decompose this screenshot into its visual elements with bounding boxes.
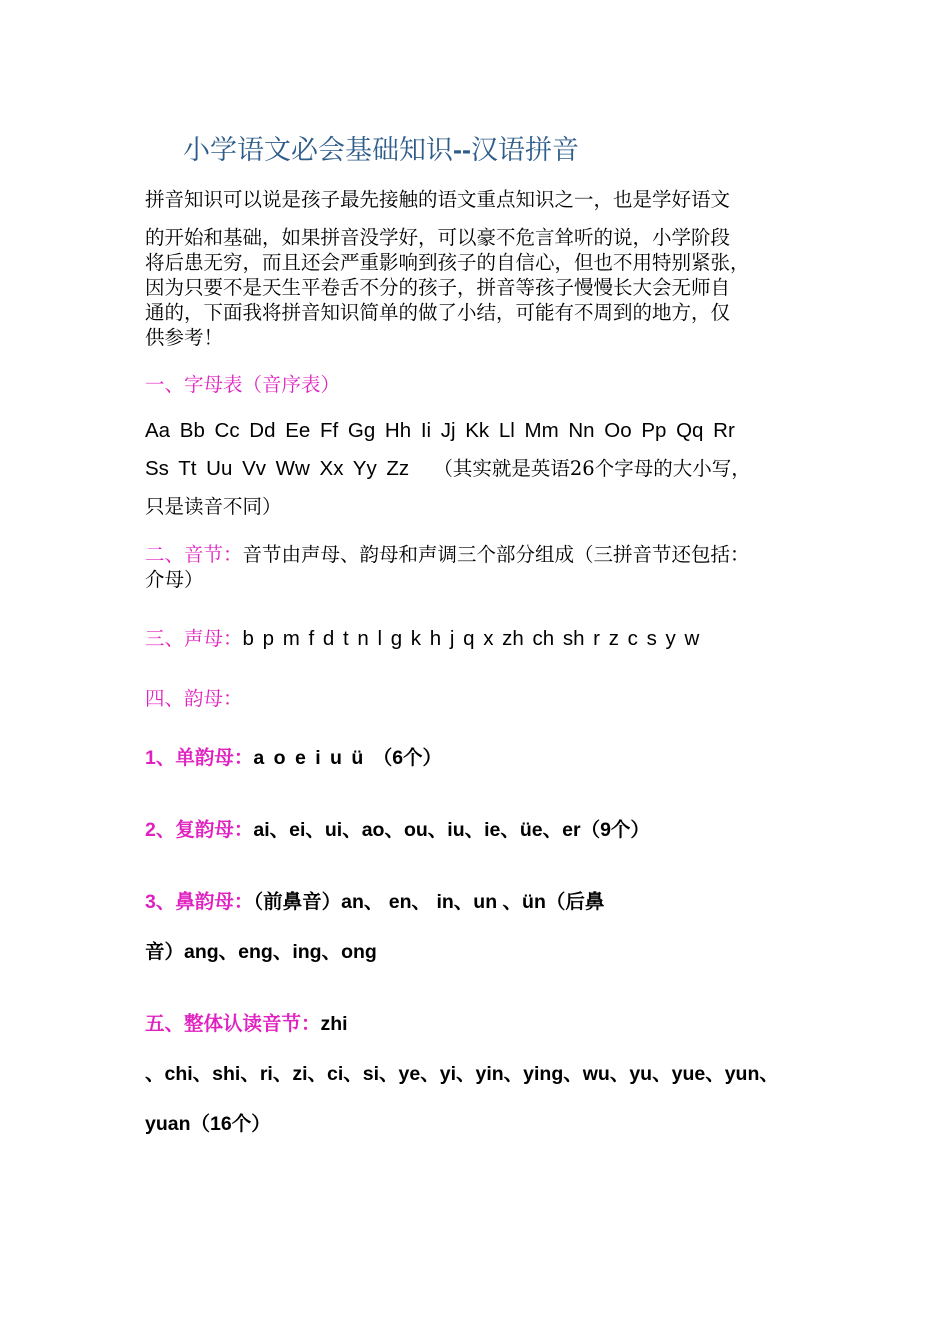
section-2-line-2: 介母） [145, 568, 204, 591]
section-5-line-3: yuan（16个） [145, 1113, 271, 1135]
intro-line-2: 的开始和基础，如果拼音没学好，可以豪不危言耸听的说，小学阶段 [145, 226, 731, 249]
alphabet-note: （其实就是英语26个字母的大小写， [433, 457, 751, 480]
intro-line-1: 拼音知识可以说是孩子最先接触的语文重点知识之一，也是学好语文 [145, 188, 731, 211]
item-1-line [145, 745, 442, 771]
item-2-label: 2、复韵母： [145, 819, 254, 841]
initials-list: b p m f d t n l g k h j q x zh ch sh r z c s y w [242, 627, 700, 650]
item-2-text: ai、ei、ui、ao、ou、iu、ie、üe、er（9个） [253, 819, 650, 841]
title-text-2: 汉语拼音 [470, 135, 579, 166]
alphabet-note-line-2: 只是读音不同） [145, 495, 282, 518]
item-3-text-1: （前鼻音）an、 en、 in、un 、ün（后鼻 [253, 891, 605, 913]
alphabet-line-2 [145, 456, 751, 482]
intro-line-3: 将后患无穷，而且还会严重影响到孩子的自信心，但也不用特别紧张， [145, 251, 750, 274]
section-5-text-1: zhi [320, 1013, 348, 1035]
section-3-heading: 三、声母： [145, 627, 243, 650]
item-2-line [145, 817, 650, 843]
section-2-heading: 二、音节： [145, 543, 243, 566]
section-5-line-1 [145, 1011, 348, 1037]
item-3-label: 3、鼻韵母： [145, 891, 254, 913]
intro-line-5: 通的，下面我将拼音知识简单的做了小结，可能有不周到的地方，仅 [145, 301, 731, 324]
alphabet-line-1: Aa Bb Cc Dd Ee Ff Gg Hh Ii Jj Kk Ll Mm Nn Oo Pp Qq Rr [145, 419, 735, 442]
item-3-line-2: 音）ang、eng、ing、ong [145, 941, 377, 963]
section-1-heading: 一、字母表（音序表） [145, 373, 341, 396]
section-4-heading: 四、韵母： [145, 687, 243, 710]
section-2-text: 音节由声母、韵母和声调三个部分组成（三拼音节还包括： [242, 543, 750, 566]
title-dashes: -- [453, 135, 471, 165]
intro-line-4: 因为只要不是天生平卷舌不分的孩子，拼音等孩子慢慢长大会无师自 [145, 276, 731, 299]
page-title [183, 132, 579, 169]
item-1-label: 1、单韵母： [145, 747, 254, 769]
section-2-line-1 [145, 542, 750, 568]
item-3-line-1 [145, 889, 604, 915]
item-1-text: a o e i u ü （6个） [253, 747, 443, 769]
title-text-1: 小学语文必会基础知识 [183, 135, 453, 166]
section-5-line-2: 、chi、shi、ri、zi、ci、si、ye、yi、yin、ying、wu、yu、yue、yun、 [145, 1063, 779, 1085]
section-3-line [145, 626, 699, 652]
section-5-heading: 五、整体认读音节： [145, 1013, 321, 1035]
alphabet-letters-2: Ss Tt Uu Vv Ww Xx Yy Zz [145, 457, 410, 480]
intro-line-6: 供参考！ [145, 326, 224, 349]
